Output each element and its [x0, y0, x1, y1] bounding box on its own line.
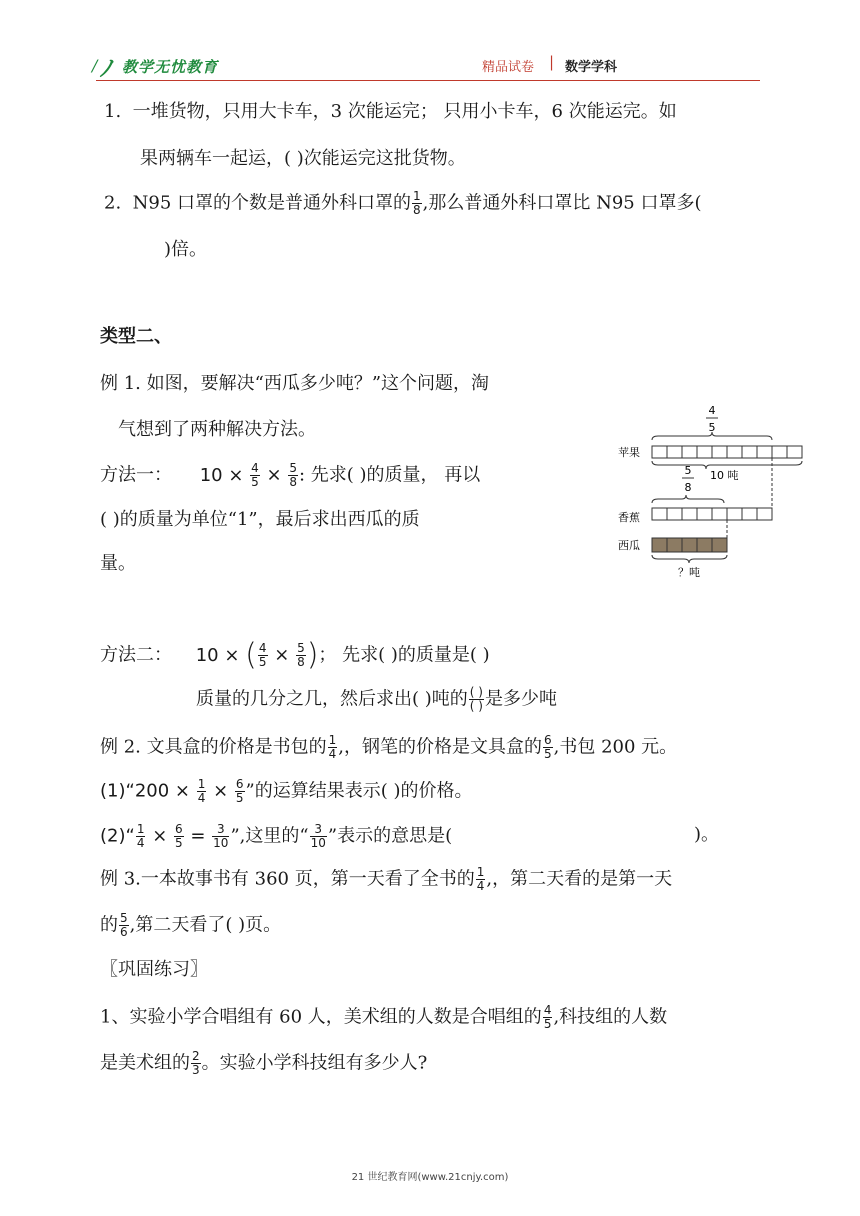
method-1: [100, 462, 480, 489]
question-text: 一堆货物，只用大卡车，3 次能运完； 只用小卡车，6 次能运完。如: [132, 101, 677, 122]
math-expr: (1)“200 ×: [100, 780, 196, 802]
answer-close: )。: [694, 824, 720, 845]
fraction: $\frac{1}{8}$: [413, 189, 421, 217]
fraction: $\frac{1}{4}$: [197, 777, 206, 805]
fraction: $\frac{3}{10}$: [310, 822, 326, 850]
practice-text: 是美术组的: [100, 1052, 190, 1074]
header-separator: |: [549, 53, 555, 71]
times-sign: ×: [146, 825, 173, 847]
example-1-line2: 气想到了两种解决方法。: [118, 419, 316, 440]
example-text: 的: [100, 914, 118, 936]
math-expr: 10 ×: [195, 644, 246, 666]
example-text: 例 3.一本故事书有 360 页，第一天看了全书的: [100, 868, 475, 890]
example-text: ”表示的意思是(: [327, 825, 453, 847]
diagram-top-frac-d: 5: [708, 421, 716, 434]
logo: [92, 50, 232, 82]
question-1-line2: 果两辆车一起运，( )次能运完这批货物。: [140, 148, 466, 169]
math-expr: (2)“: [100, 825, 135, 847]
page-footer: 21 世纪教育网(www.21cnjy.com): [351, 1172, 509, 1183]
header-right-label: 数学学科: [565, 60, 618, 75]
blank-fraction: $\frac{( )}{( )}$: [469, 685, 483, 713]
bar-diagram: [612, 400, 812, 580]
fraction: $\frac{5}{6}$: [120, 911, 128, 939]
diagram-question-label: ？吨: [678, 566, 700, 579]
method-1-line3: 量。: [100, 553, 136, 574]
section-title: 类型二、: [100, 326, 172, 347]
method-1-line2: ( )的质量为单位“1”，最后求出西瓜的质: [100, 509, 420, 530]
question-1: [104, 100, 677, 124]
practice-title: 〖巩固练习〗: [100, 959, 208, 980]
example-text: ,书包 200 元。: [553, 736, 678, 758]
example-2-part-2: [100, 823, 452, 850]
question-2: [104, 190, 702, 217]
example-3-line2: [100, 912, 281, 939]
example-text: ,，钢笔的价格是文具盒的: [338, 736, 542, 758]
method-label: 方法二：: [100, 644, 172, 666]
fraction: $\frac{1}{4}$: [328, 733, 337, 761]
equals-sign: =: [184, 825, 212, 847]
fraction: $\frac{4}{5}$: [251, 461, 259, 489]
right-paren: ): [306, 637, 319, 673]
fraction: $\frac{5}{8}$: [289, 461, 297, 489]
method-text: 质量的几分之几，然后求出( )吨的: [196, 688, 468, 710]
example-text: 例 2. 文具盒的价格是书包的: [100, 736, 327, 758]
practice-text: 1、实验小学合唱组有 60 人，美术组的人数是合唱组的: [100, 1006, 542, 1028]
example-text: ”,这里的“: [230, 825, 309, 847]
fraction: $\frac{6}{5}$: [544, 733, 552, 761]
math-expr: 10 ×: [199, 464, 250, 486]
fraction: $\frac{4}{5}$: [258, 641, 267, 669]
logo-slash-icon: /: [92, 56, 98, 75]
fraction: $\frac{6}{5}$: [175, 822, 183, 850]
question-text: N95 口罩的个数是普通外科口罩的: [132, 192, 412, 214]
method-label: 方法一：: [100, 464, 172, 486]
apple-bar: [652, 446, 802, 458]
diagram-melon-label: 西瓜: [618, 539, 640, 552]
times-sign: ×: [260, 464, 288, 486]
example-text: ”的运算结果表示( )的价格。: [245, 780, 473, 802]
method-text: 是多少吨: [484, 688, 557, 710]
diagram-mid-frac-d: 8: [684, 481, 692, 494]
method-2: [100, 637, 490, 673]
example-2: [100, 734, 677, 761]
runner-icon: ﾉ: [100, 56, 112, 82]
question-text: ,那么普通外科口罩比 N95 口罩多(: [422, 192, 702, 214]
method-text: : 先求( )的质量， 再以: [298, 464, 481, 486]
fraction: $\frac{1}{4}$: [136, 822, 145, 850]
fraction: $\frac{4}{5}$: [543, 1003, 552, 1031]
times-sign: ×: [207, 780, 234, 802]
fraction: $\frac{2}{3}$: [192, 1049, 200, 1077]
diagram-top-frac-n: 4: [708, 404, 716, 417]
fraction: $\frac{6}{5}$: [235, 777, 244, 805]
practice-question-1: [100, 1004, 667, 1031]
diagram-mid-frac-n: 5: [684, 464, 692, 477]
method-text: ； 先求( )的质量是( ): [318, 644, 490, 666]
example-1-line1: 例 1. 如图，要解决“西瓜多少吨？”这个问题，淘: [100, 373, 490, 394]
melon-bar: [652, 538, 727, 552]
header-divider: [96, 80, 760, 81]
times-sign: ×: [268, 644, 296, 666]
diagram-apple-label: 苹果: [618, 446, 640, 459]
header-left-label: 精品试卷: [482, 60, 535, 75]
banana-bar: [652, 508, 772, 520]
diagram-banana-label: 香蕉: [618, 511, 640, 524]
question-2-line2: )倍。: [164, 239, 208, 260]
practice-question-1-line2: [100, 1050, 427, 1077]
practice-text: 。实验小学科技组有多少人?: [201, 1052, 428, 1074]
diagram-tons-label: 10 吨: [710, 469, 739, 482]
question-number: 2.: [104, 192, 122, 214]
question-number: 1.: [104, 101, 122, 122]
left-paren: (: [245, 637, 257, 673]
example-2-part-1: [100, 778, 473, 805]
example-3: [100, 866, 672, 893]
example-text: ,第二天看了( )页。: [129, 914, 282, 936]
logo-text: 教学无忧教育: [122, 58, 219, 76]
method-2-line2: [196, 686, 557, 713]
fraction: $\frac{5}{8}$: [297, 641, 305, 669]
fraction: $\frac{1}{4}$: [476, 865, 485, 893]
fraction: $\frac{3}{10}$: [213, 822, 229, 850]
practice-text: ,科技组的人数: [553, 1006, 668, 1028]
example-text: ,，第二天看的是第一天: [486, 868, 673, 890]
